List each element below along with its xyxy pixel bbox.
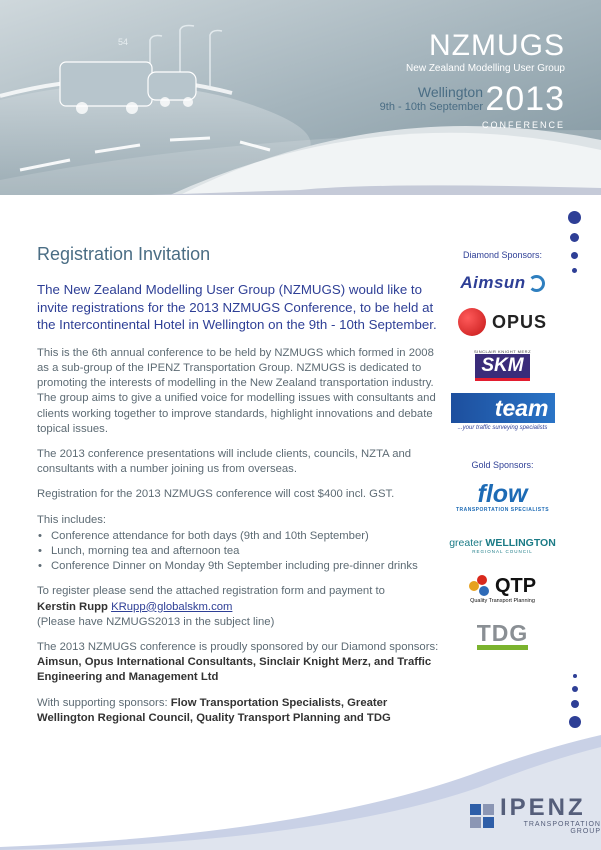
skm-wordmark: SKM	[475, 354, 529, 381]
list-item: • Conference Dinner on Monday 9th September including pre-dinner drinks	[37, 559, 443, 574]
conference-city: Wellington	[417, 84, 483, 100]
includes-block	[37, 513, 443, 575]
qtp-dots-icon	[469, 575, 491, 597]
aimsun-swirl-icon	[528, 275, 545, 292]
opus-logo	[445, 306, 560, 338]
gold-sponsors-heading: Gold Sponsors:	[471, 460, 534, 470]
road-sign-text: 54	[118, 37, 129, 47]
presentations-paragraph: The 2013 conference presentations will include clients, councils, NZTA and consultants with a number joining us from overseas.	[37, 448, 412, 476]
supporting-sponsor-names: Flow Transportation Specialists, Greater Wellington Regional Council, Quality Transport Planning and TDG	[37, 696, 391, 724]
decor-dot	[569, 716, 581, 728]
sponsored-paragraph	[37, 640, 443, 686]
aimsun-logo	[445, 268, 560, 298]
decor-dot	[571, 700, 579, 708]
tdg-wordmark: TDG	[477, 621, 529, 650]
contact-name: Kerstin Rupp	[37, 600, 108, 613]
contact-line	[37, 600, 443, 615]
gw-wordmark	[449, 537, 556, 549]
brand-full-name: New Zealand Modelling User Group	[406, 63, 565, 74]
flow-subtitle: TRANSPORTATION SPECIALISTS	[455, 507, 550, 513]
qtp-wordmark: QTP	[494, 574, 537, 597]
flow-wordmark: flow	[477, 480, 528, 508]
sponsors-sidebar	[445, 250, 560, 652]
diamond-sponsors-heading: Diamond Sponsors:	[462, 250, 543, 260]
register-intro: To register please send the attached registration form and payment to	[37, 585, 385, 598]
page-title: Registration Invitation	[37, 244, 211, 264]
conference-block	[325, 80, 565, 134]
skm-small-text: SINCLAIR KNIGHT MERZ	[473, 349, 532, 354]
brand-name: NZMUGS	[429, 29, 565, 62]
list-item: • Lunch, morning tea and afternoon tea	[37, 544, 443, 559]
lead-paragraph: The New Zealand Modelling User Group (NZMUGS) would like to invite registrations for the 2013 NZMUGS Conference, to be held at the Intercontinental Hotel in Wellington on the 9th - 10th September.	[37, 282, 437, 333]
decor-dot	[572, 268, 577, 273]
includes-intro: This includes:	[37, 513, 107, 526]
team-tagline: ...your traffic surveying specialists	[457, 425, 548, 431]
gw-wellington: WELLINGTON	[485, 536, 556, 549]
qtp-subtitle: Quality Transport Planning	[470, 597, 535, 604]
greater-wellington-logo	[445, 528, 560, 562]
decor-dot	[572, 686, 578, 692]
brand-block	[406, 30, 565, 74]
includes-list	[37, 529, 443, 575]
qtp-logo	[445, 572, 560, 606]
ipenz-subtitle: TRANSPORTATION GROUP	[523, 821, 601, 835]
decor-dot	[571, 252, 578, 259]
supporting-intro: With supporting sponsors:	[37, 696, 168, 709]
aimsun-wordmark: Aimsun	[460, 273, 526, 292]
list-item: • Conference attendance for both days (9th and 10th September)	[37, 529, 443, 544]
about-paragraph: This is the 6th annual conference to be held by NZMUGS which formed in 2008 as a sub-group of the IPENZ Transportation Group. NZMUGS is dedicated to promoting the interests of modelling in the New Zealand transportation industry. The group aims to give a unified voice for modelling issues with consultants and clients working together to improve standards, highlight innovations and debate topical issues.	[37, 346, 436, 435]
qtp-mark	[469, 575, 536, 598]
gw-subtitle: REGIONAL COUNCIL	[472, 548, 533, 554]
ipenz-logo	[470, 796, 601, 835]
flow-logo	[445, 478, 560, 516]
conference-dates: 9th - 10th September	[379, 101, 483, 113]
sponsored-intro: The 2013 NZMUGS conference is proudly sponsored by our Diamond sponsors:	[37, 641, 439, 654]
ipenz-wordmark: IPENZ	[500, 794, 586, 821]
team-wordmark: team	[451, 393, 555, 423]
conference-year: 2013	[485, 80, 565, 118]
tdg-logo	[445, 618, 560, 652]
diamond-sponsor-names: Aimsun, Opus International Consultants, Sinclair Knight Merz, and Traffic Engineering and Management Ltd	[37, 656, 432, 684]
gw-greater: greater	[449, 536, 483, 549]
supporting-paragraph	[37, 696, 443, 726]
header-banner	[0, 0, 601, 195]
opus-wordmark: OPUS	[491, 311, 547, 332]
decor-dot	[568, 211, 581, 224]
opus-sphere-icon	[458, 308, 486, 336]
register-block	[37, 584, 443, 630]
team-logo	[445, 390, 560, 434]
register-note: (Please have NZMUGS2013 in the subject line)	[37, 615, 275, 628]
cost-paragraph: Registration for the 2013 NZMUGS conference will cost $400 incl. GST.	[37, 488, 395, 501]
conference-word: CONFERENCE	[481, 120, 565, 130]
ipenz-squares-icon	[470, 804, 494, 828]
contact-email-link[interactable]: KRupp@globalskm.com	[111, 600, 233, 613]
decor-dot	[573, 674, 577, 678]
decor-dot	[570, 233, 579, 242]
skm-logo	[445, 348, 560, 382]
main-content	[37, 244, 443, 736]
